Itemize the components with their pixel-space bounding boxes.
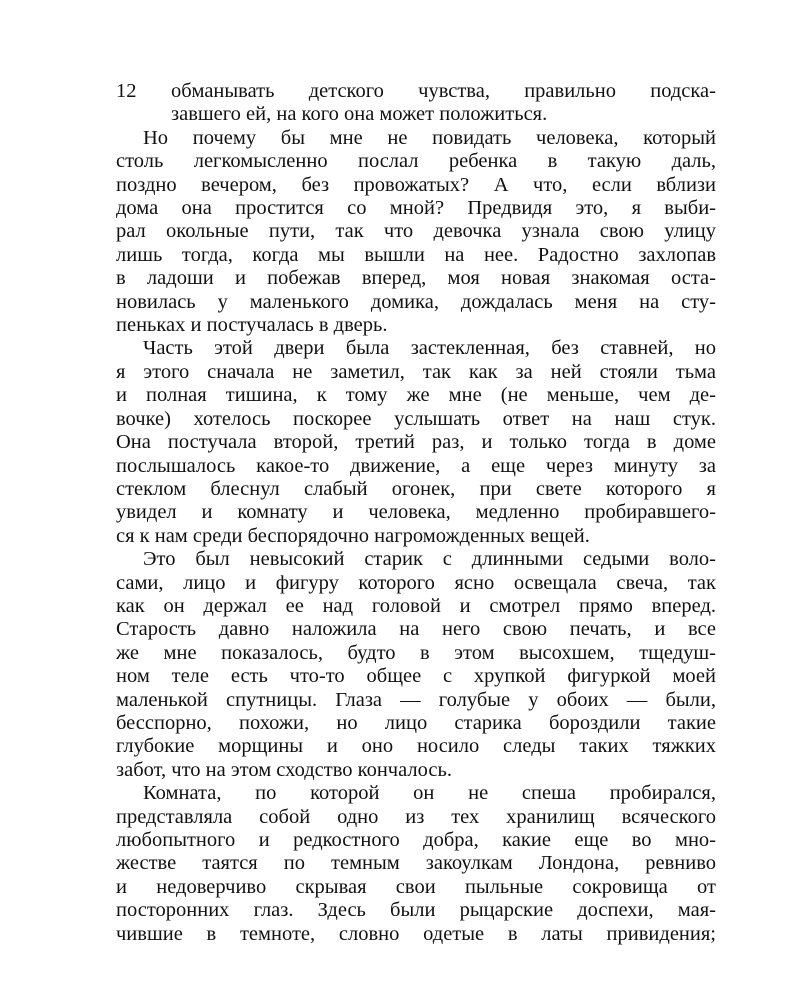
text-line: увидел и комнату и человека, медленно пробиравшего- (116, 501, 716, 524)
paragraph-4 (116, 548, 716, 782)
text-line: лишь тогда, когда мы вышли на нее. Радостно захлопав (116, 243, 716, 266)
text-line: и недоверчиво скрывая свои пыльные сокровища от (116, 875, 716, 898)
text-line: представляла собой одно из тех хранилищ всяческого (116, 805, 716, 828)
text-line: я этого сначала не заметил, так как за ней стояли тьма (116, 360, 716, 383)
text-line: обманывать детского чувства, правильно подска- (171, 80, 716, 102)
text-line: Часть этой двери была застекленная, без ставней, но (143, 337, 716, 360)
text-line: Комната, по которой он не спеша пробирался, (143, 782, 716, 805)
text-line: Старость давно наложила на него свою печать, и все (116, 618, 716, 641)
text-line: сами, лицо и фигуру которого ясно освещала свеча, так (116, 571, 716, 594)
text-line: столь легкомысленно послал ребенка в такую даль, (116, 150, 716, 173)
text-line: бесспорно, похожи, но лицо старика бороздили такие (116, 711, 716, 734)
text-line: Это был невысокий старик с длинными седыми воло- (143, 548, 716, 571)
text-line: же мне показалось, будто в этом высохшем, тщедуш- (116, 641, 716, 664)
text-line: рал окольные пути, так что девочка узнала свою улицу (116, 220, 716, 243)
paragraph-3 (116, 337, 716, 548)
text-line: забот, что на этом сходство кончалось. (116, 758, 452, 781)
paragraph-1 (116, 80, 716, 127)
text-line: вочке) хотелось поскорее услышать ответ на наш стук. (116, 407, 716, 430)
text-line: послышалось какое-то движение, а еще через минуту за (116, 454, 716, 477)
text-line: пеньках и постучалась в дверь. (116, 314, 388, 337)
paragraph-5 (116, 782, 716, 946)
text-line: поздно вечером, без провожатых? А что, если вблизи (116, 173, 716, 196)
text-line: в ладоши и побежав вперед, моя новая знакомая оста- (116, 267, 716, 290)
text-line: новилась у маленького домика, дождалась меня на сту- (116, 290, 716, 313)
text-line: Она постучала второй, третий раз, и только тогда в доме (116, 431, 716, 454)
text-line: как он держал ее над головой и смотрел прямо вперед. (116, 594, 716, 617)
text-line: посторонних глаз. Здесь были рыцарские доспехи, мая- (116, 899, 716, 922)
text-line: любопытного и редкостного добра, какие еще во мно- (116, 829, 716, 851)
text-line: и полная тишина, к тому же мне (не меньше, чем де- (116, 384, 716, 407)
text-line: глубокие морщины и оно носило следы таких тяжких (116, 735, 716, 758)
text-line: завшего ей, на кого она может положиться. (171, 103, 548, 126)
book-page (116, 80, 716, 946)
text-line: ся к нам среди беспорядочно нагроможденных вещей. (116, 524, 590, 547)
text-line: дома она простится со мной? Предвидя это, я выби- (116, 197, 716, 220)
text-line: стеклом блеснул слабый огонек, при свете которого я (116, 477, 716, 500)
paragraph-2 (116, 127, 716, 338)
text-line: чившие в темноте, словно одетые в латы привидения; (116, 922, 716, 945)
text-line: ном теле есть что-то общее с хрупкой фигуркой моей (116, 665, 716, 688)
text-line: жестве таятся по темным закоулкам Лондона, ревниво (116, 852, 716, 875)
page-number: 12 (116, 80, 137, 102)
text-line: Но почему бы мне не повидать человека, который (143, 126, 716, 149)
text-line: маленькой спутницы. Глаза — голубые у обоих — были, (116, 688, 716, 711)
